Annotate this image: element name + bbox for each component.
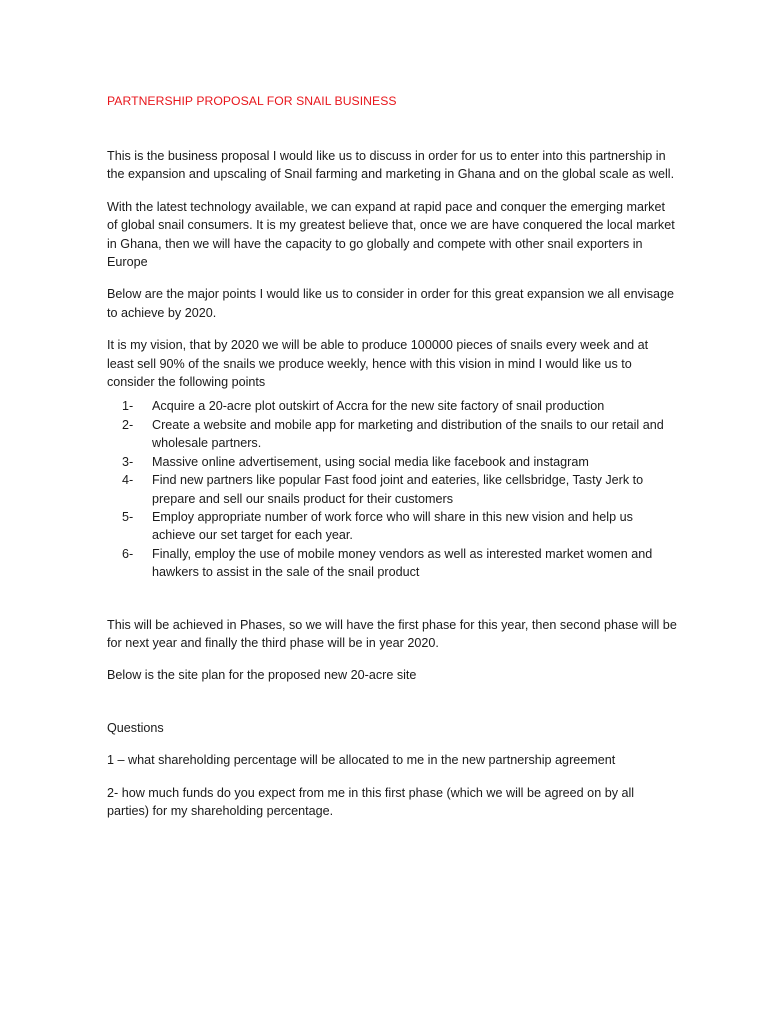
- intro-paragraph: This is the business proposal I would like us to discuss in order for us to enter into this partnership in the expansion and upscaling of Snail farming and marketing in Ghana and on the global scale as well.: [107, 149, 675, 182]
- list-item: [122, 508, 678, 545]
- list-item: [122, 471, 678, 508]
- list-item-text: Find new partners like popular Fast food joint and eateries, like cellsbridge, Tasty Jerk to prepare and sell our snails product for their customers: [152, 473, 644, 506]
- site-plan-paragraph: Below is the site plan for the proposed new 20-acre site: [107, 668, 417, 683]
- list-item: [122, 453, 678, 471]
- list-item-text: Massive online advertisement, using social media like facebook and instagram: [152, 454, 589, 469]
- major-points-paragraph: Below are the major points I would like us to consider in order for this great expansion we all envisage to achieve by 2020.: [107, 287, 675, 320]
- list-item-number: 1-: [122, 399, 134, 414]
- list-item: [122, 416, 678, 453]
- vision-paragraph: It is my vision, that by 2020 we will be able to produce 100000 pieces of snails every week and at least sell 90% of the snails we produce weekly, hence with this vision in mind I would like us to consider the following points: [107, 338, 649, 390]
- list-item: [122, 545, 678, 582]
- points-list: [107, 397, 678, 581]
- list-item-number: 3-: [122, 454, 134, 469]
- list-item: [122, 397, 678, 415]
- list-item-text: Finally, employ the use of mobile money vendors as well as interested market women and hawkers to assist in the sale of the snail product: [152, 546, 653, 580]
- list-item-number: 5-: [122, 509, 134, 524]
- list-item-number: 6-: [122, 546, 134, 561]
- question-1: 1 – what shareholding percentage will be allocated to me in the new partnership agreement: [107, 753, 616, 768]
- question-2: 2- how much funds do you expect from me in this first phase (which we will be agreed on by all parties) for my shareholding percentage.: [107, 785, 635, 818]
- phases-paragraph: This will be achieved in Phases, so we will have the first phase for this year, then second phase will be for next year and finally the third phase will be in year 2020.: [107, 617, 677, 650]
- list-item-text: Create a website and mobile app for marketing and distribution of the snails to our retail and wholesale partners.: [152, 417, 664, 451]
- list-item-text: Acquire a 20-acre plot outskirt of Accra for the new site factory of snail production: [152, 399, 605, 414]
- questions-heading: Questions: [107, 720, 164, 735]
- technology-paragraph: With the latest technology available, we can expand at rapid pace and conquer the emerging market of global snail consumers. It is my greatest believe that, once we are have conquered the local market in Ghana, then we will have the capacity to go globally and compete with other snail exporters in Europe: [107, 199, 675, 270]
- document-title: PARTNERSHIP PROPOSAL FOR SNAIL BUSINESS: [107, 94, 397, 108]
- list-item-number: 2-: [122, 417, 134, 432]
- list-item-text: Employ appropriate number of work force who will share in this new vision and help us achieve our set target for each year.: [152, 509, 633, 543]
- list-item-number: 4-: [122, 473, 134, 488]
